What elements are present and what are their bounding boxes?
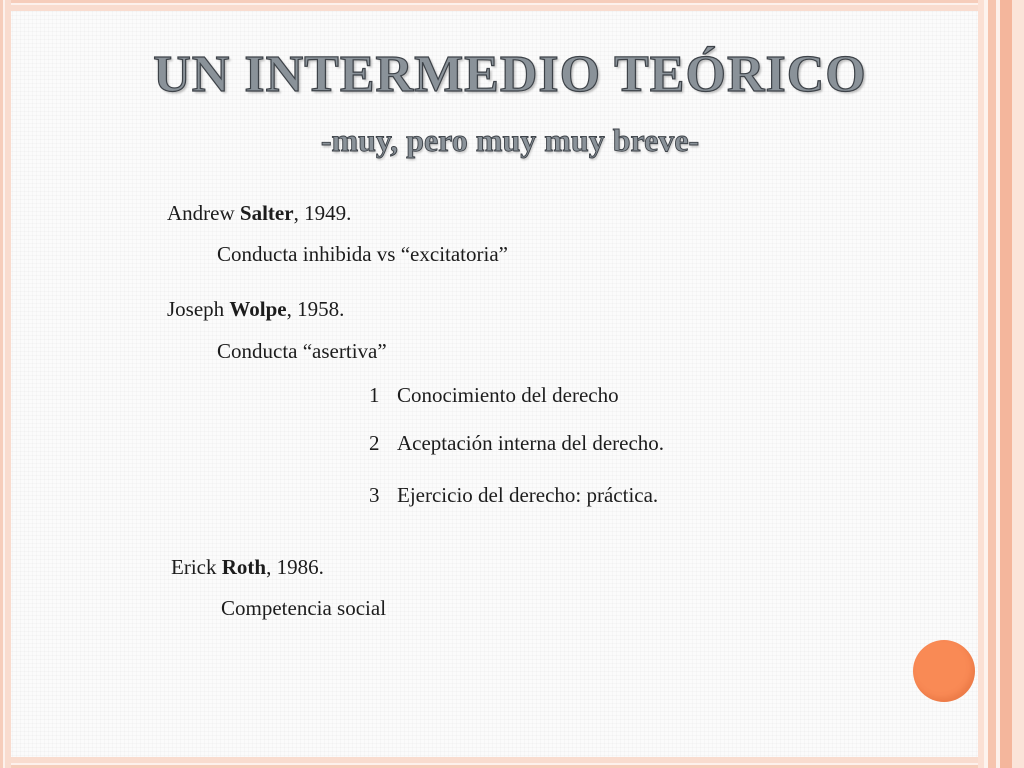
author-surname: Roth (221, 555, 267, 579)
author-year: , 1958. (286, 297, 345, 321)
slide-border-bottom (0, 757, 1024, 768)
assertive-step-1 (369, 381, 619, 409)
step-number: 1 (369, 383, 380, 407)
slide-title: UN INTERMEDIO TEÓRICO (153, 46, 867, 103)
author-roth (171, 553, 324, 581)
slide-border-left (0, 0, 11, 768)
author-surname: Wolpe (229, 297, 287, 321)
step-text: Conocimiento del derecho (397, 383, 619, 407)
author-year: , 1949. (293, 201, 352, 225)
step-number: 2 (369, 431, 380, 455)
author-first-name: Andrew (167, 201, 235, 225)
slide-border-right (978, 0, 1024, 768)
author-wolpe (167, 295, 344, 323)
step-text: Aceptación interna del derecho. (397, 431, 665, 455)
author-first-name: Joseph (167, 297, 225, 321)
slide-border-top (0, 0, 1024, 11)
step-text: Ejercicio del derecho: práctica. (397, 483, 659, 507)
slide-subtitle: -muy, pero muy muy breve- (320, 122, 700, 158)
assertive-step-3 (369, 481, 658, 509)
author-year: , 1986. (266, 555, 324, 579)
description-roth: Competencia social (221, 596, 387, 620)
step-number: 3 (369, 483, 380, 507)
description-wolpe: Conducta “asertiva” (217, 339, 387, 363)
decorative-circle (913, 640, 975, 702)
assertive-step-2 (369, 429, 664, 457)
author-salter (167, 199, 351, 227)
author-first-name: Erick (171, 555, 217, 579)
description-salter: Conducta inhibida vs “excitatoria” (217, 242, 508, 266)
author-surname: Salter (239, 201, 294, 225)
